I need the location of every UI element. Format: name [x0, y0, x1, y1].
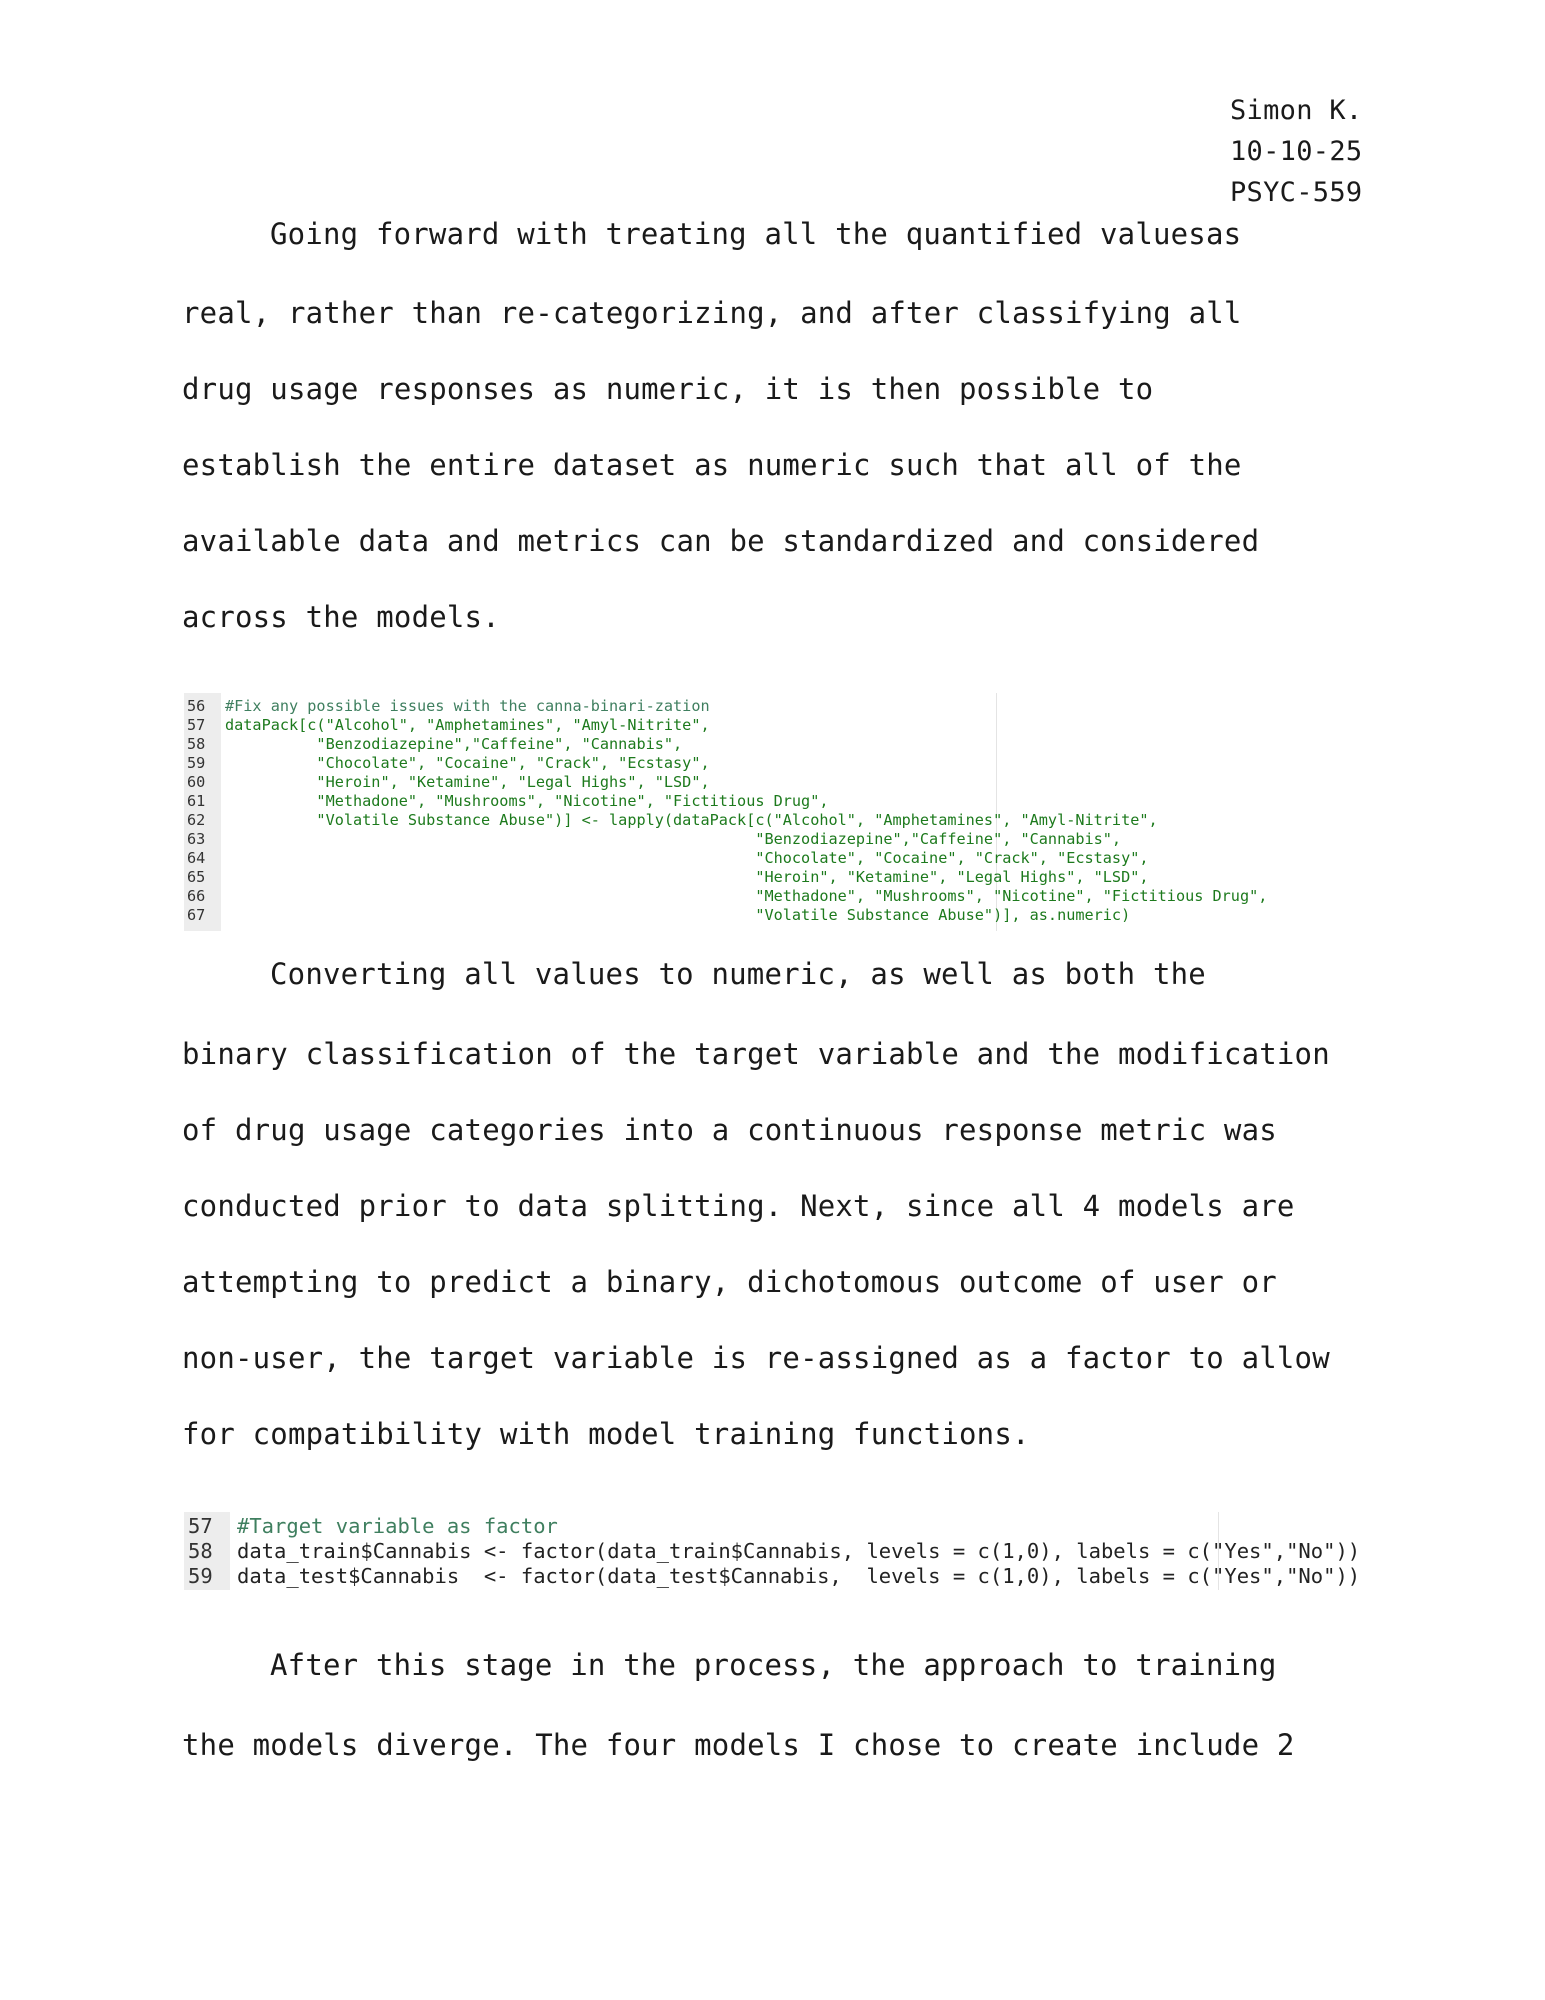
author-name: Simon K.: [1230, 95, 1363, 126]
paragraph-line: the models diverge. The four models I chose to create include 2: [182, 1728, 1295, 1762]
code-line: "Methadone", "Mushrooms", "Nicotine", "Fictitious Drug",: [225, 792, 829, 810]
paragraph-line: binary classification of the target variable and the modification: [182, 1037, 1330, 1071]
paragraph-line: across the models.: [182, 600, 500, 634]
code-line: "Chocolate", "Cocaine", "Crack", "Ecstasy",: [225, 849, 1149, 867]
line-number: 61: [187, 792, 206, 810]
paragraph-line: attempting to predict a binary, dichotomous outcome of user or: [182, 1265, 1277, 1299]
line-number: 65: [187, 868, 206, 886]
document-date: 10-10-25: [1230, 136, 1363, 167]
line-number: 59: [187, 754, 206, 772]
paragraph-line: drug usage responses as numeric, it is then possible to: [182, 372, 1154, 406]
paragraph-line: for compatibility with model training functions.: [182, 1417, 1030, 1451]
line-number: 67: [187, 906, 206, 924]
paragraph-line: conducted prior to data splitting. Next, since all 4 models are: [182, 1189, 1295, 1223]
line-number: 66: [187, 887, 206, 905]
paragraph-line: non-user, the target variable is re-assigned as a factor to allow: [182, 1341, 1330, 1375]
code-line: "Benzodiazepine","Caffeine", "Cannabis",: [225, 735, 683, 753]
code-screenshot-1: [184, 693, 1364, 931]
paragraph-line: of drug usage categories into a continuous response metric was: [182, 1113, 1277, 1147]
paragraph-line: available data and metrics can be standardized and considered: [182, 524, 1260, 558]
code-line: "Heroin", "Ketamine", "Legal Highs", "LSD",: [225, 773, 710, 791]
line-number: 63: [187, 830, 206, 848]
line-number: 58: [188, 1539, 213, 1563]
code-comment: #Fix any possible issues with the canna-binari-zation: [225, 697, 710, 715]
line-number: 59: [188, 1564, 213, 1588]
document-header: [1230, 90, 1362, 213]
code-line: data_test$Cannabis <- factor(data_test$Cannabis, levels = c(1,0), labels = c("Yes","No")): [237, 1564, 1361, 1588]
code-line: "Methadone", "Mushrooms", "Nicotine", "Fictitious Drug",: [225, 887, 1268, 905]
code-line: "Volatile Substance Abuse")] <- lapply(dataPack[c("Alcohol", "Amphetamines", "Amyl-Nitrite",: [225, 811, 1158, 829]
code-line: "Heroin", "Ketamine", "Legal Highs", "LSD",: [225, 868, 1149, 886]
line-number: 64: [187, 849, 206, 867]
line-number: 60: [187, 773, 206, 791]
paragraph-line: establish the entire dataset as numeric such that all of the: [182, 448, 1242, 482]
line-number: 58: [187, 735, 206, 753]
course-code: PSYC-559: [1230, 177, 1363, 208]
code-comment: #Target variable as factor: [237, 1514, 558, 1538]
paragraph-line: After this stage in the process, the approach to training: [270, 1648, 1277, 1682]
paragraph-line: real, rather than re-categorizing, and after classifying all: [182, 296, 1242, 330]
code-line: "Benzodiazepine","Caffeine", "Cannabis",: [225, 830, 1122, 848]
code-screenshot-2: [184, 1512, 1364, 1590]
line-number: 62: [187, 811, 206, 829]
line-number: 56: [187, 697, 206, 715]
line-number: 57: [187, 716, 206, 734]
code-line: "Volatile Substance Abuse")], as.numeric): [225, 906, 1131, 924]
code-line: dataPack[c("Alcohol", "Amphetamines", "Amyl-Nitrite",: [225, 716, 710, 734]
code-line: "Chocolate", "Cocaine", "Crack", "Ecstasy",: [225, 754, 710, 772]
line-number: 57: [188, 1514, 213, 1538]
paragraph-line: Converting all values to numeric, as well as both the: [270, 957, 1206, 991]
paragraph-line: Going forward with treating all the quantified valuesas: [270, 217, 1242, 251]
code-line: data_train$Cannabis <- factor(data_train$Cannabis, levels = c(1,0), labels = c("Yes","No")): [237, 1539, 1361, 1563]
